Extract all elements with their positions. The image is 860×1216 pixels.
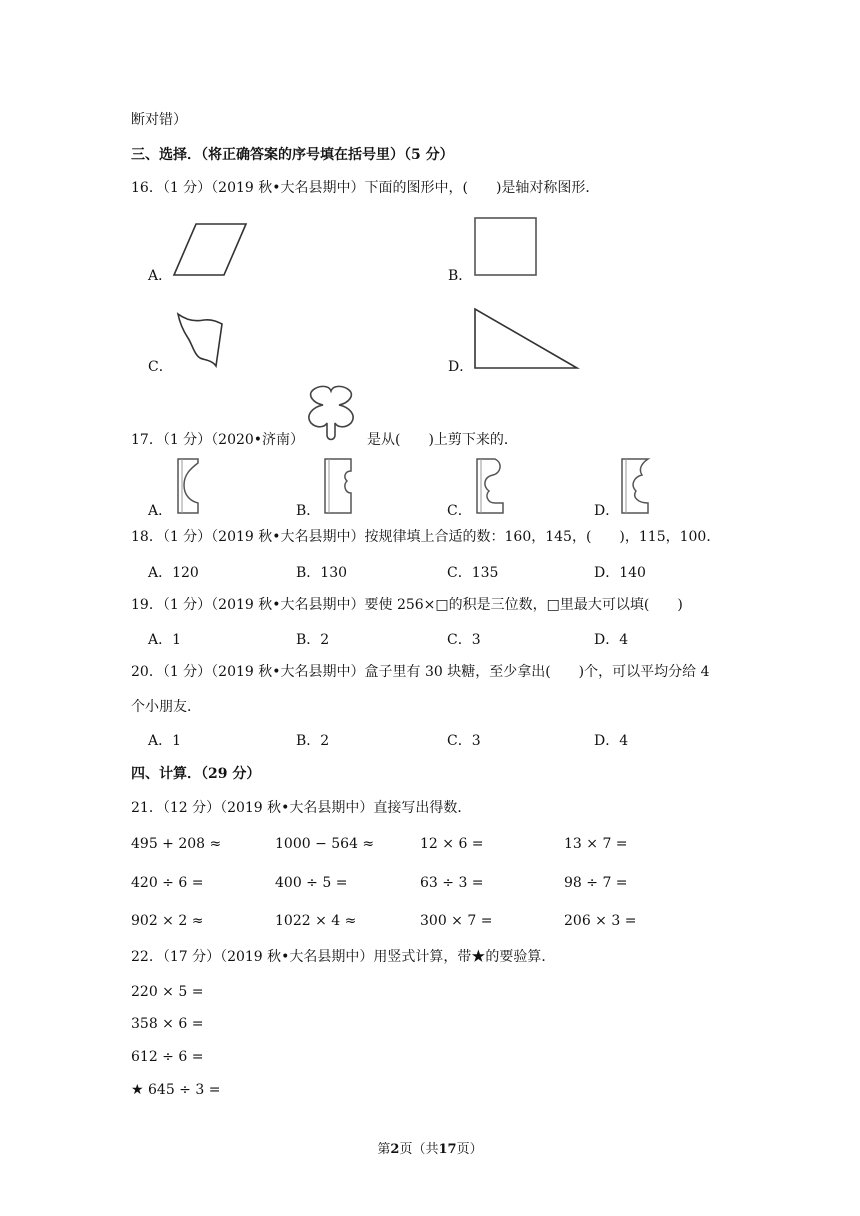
q19-option-c[interactable]: C．3 <box>447 632 481 648</box>
q21-item: 400 ÷ 5 = <box>275 875 348 891</box>
q16-option-d[interactable]: D． <box>448 359 474 375</box>
q18-option-a[interactable]: A．120 <box>148 565 199 581</box>
q22-item: 612 ÷ 6 = <box>131 1049 204 1065</box>
q22-stem: 22．（17 分）（2019 秋•大名县期中）用竖式计算，带★的要验算． <box>131 949 556 965</box>
q20-option-d[interactable]: D．4 <box>594 733 629 749</box>
q21-item: 902 × 2 ≈ <box>131 913 204 929</box>
q17-figure-d <box>620 457 654 515</box>
q17-stem-before: 17．（1 分）（2020•济南） <box>131 432 305 448</box>
q18-option-c[interactable]: C．135 <box>447 565 499 581</box>
q18-option-b[interactable]: B．130 <box>296 565 348 581</box>
q17-figure-cut-flower <box>303 385 359 443</box>
q17-figure-b <box>323 457 355 515</box>
q16-option-c[interactable]: C． <box>148 359 173 375</box>
q21-stem: 21．（12 分）（2019 秋•大名县期中）直接写出得数． <box>131 800 472 816</box>
footer-prefix: 第 <box>377 1142 391 1157</box>
footer-page-number: 2 <box>390 1142 400 1157</box>
q21-item: 1000 − 564 ≈ <box>275 836 375 852</box>
q20-option-b[interactable]: B．2 <box>296 733 330 749</box>
q21-item: 1022 × 4 ≈ <box>275 913 357 929</box>
q17-option-a[interactable]: A． <box>148 503 173 519</box>
q18-option-d[interactable]: D．140 <box>594 565 646 581</box>
q17-option-c[interactable]: C． <box>447 503 472 519</box>
q21-item: 495 + 208 ≈ <box>131 836 222 852</box>
page-footer <box>0 1138 860 1157</box>
footer-total-pages: 17 <box>438 1142 457 1157</box>
q20-stem-line2: 个小朋友． <box>131 699 201 715</box>
q17-option-b[interactable]: B． <box>296 503 321 519</box>
q20-option-a[interactable]: A．1 <box>148 733 182 749</box>
section-4-title: 四、计算．（29 分） <box>131 766 261 782</box>
q19-option-a[interactable]: A．1 <box>148 632 182 648</box>
q21-item: 206 × 3 = <box>564 913 637 929</box>
q20-option-c[interactable]: C．3 <box>447 733 481 749</box>
q21-item: 12 × 6 = <box>420 836 484 852</box>
q16-option-b[interactable]: B． <box>448 268 473 284</box>
q17-figure-a <box>176 457 208 515</box>
q17-option-d[interactable]: D． <box>594 503 620 519</box>
q16-option-a[interactable]: A． <box>148 268 173 284</box>
continued-text: 断对错） <box>131 112 187 128</box>
q21-item: 63 ÷ 3 = <box>420 875 484 891</box>
q17-stem-after: 是从( )上剪下来的． <box>367 432 518 448</box>
q22-item: 358 × 6 = <box>131 1016 204 1032</box>
q16-figure-right-triangle <box>473 307 581 371</box>
q22-item: 220 × 5 = <box>131 984 204 1000</box>
q16-stem: 16．（1 分）（2019 秋•大名县期中）下面的图形中，( )是轴对称图形． <box>131 180 600 196</box>
q21-item: 420 ÷ 6 = <box>131 875 204 891</box>
q19-option-b[interactable]: B．2 <box>296 632 330 648</box>
q21-item: 98 ÷ 7 = <box>564 875 628 891</box>
q18-stem: 18．（1 分）（2019 秋•大名县期中）按规律填上合适的数：160，145，( )，115，100． <box>131 529 721 545</box>
q21-item: 13 × 7 = <box>564 836 628 852</box>
q21-item: 300 × 7 = <box>420 913 493 929</box>
footer-mid: 页（共 <box>399 1142 439 1157</box>
q19-option-d[interactable]: D．4 <box>594 632 629 648</box>
footer-suffix: 页） <box>456 1142 483 1157</box>
q22-item-starred: ★ 645 ÷ 3 = <box>131 1082 221 1098</box>
q17-figure-c <box>475 457 509 515</box>
q16-figure-square <box>473 216 539 278</box>
q20-stem-line1: 20．（1 分）（2019 秋•大名县期中）盒子里有 30 块糖，至少拿出( )个，可以平均分给 4 <box>131 664 710 680</box>
q19-stem: 19．（1 分）（2019 秋•大名县期中）要使 256×□的积是三位数，□里最大可以填( ) <box>131 597 683 613</box>
q16-figure-irregular <box>172 310 228 370</box>
section-3-title: 三、选择．（将正确答案的序号填在括号里）（5 分） <box>131 147 454 163</box>
q16-figure-parallelogram <box>172 222 250 278</box>
